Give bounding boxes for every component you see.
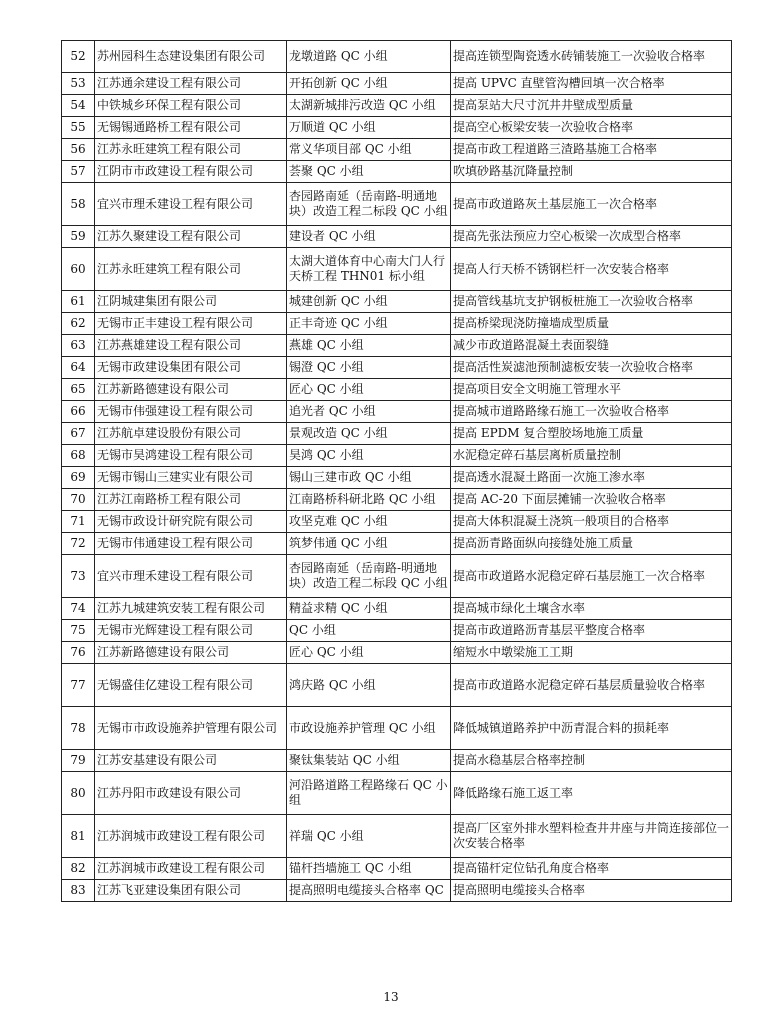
company-name: 江苏润城市政建设工程有限公司 — [95, 815, 287, 858]
company-name: 江苏润城市政建设工程有限公司 — [95, 858, 287, 880]
table-row — [62, 226, 732, 248]
row-number: 54 — [62, 95, 95, 117]
table-row — [62, 95, 732, 117]
project-topic: 提高先张法预应力空心板梁一次成型合格率 — [451, 226, 732, 248]
table-row — [62, 620, 732, 642]
table-row — [62, 41, 732, 73]
qc-group-name: 景观改造 QC 小组 — [287, 423, 451, 445]
row-number: 57 — [62, 161, 95, 183]
project-topic: 提高市政工程道路三渣路基施工合格率 — [451, 139, 732, 161]
qc-group-name: 鸿庆路 QC 小组 — [287, 664, 451, 707]
row-number: 83 — [62, 880, 95, 902]
table-row — [62, 423, 732, 445]
qc-group-name: 匠心 QC 小组 — [287, 642, 451, 664]
company-name: 宜兴市理禾建设工程有限公司 — [95, 555, 287, 598]
table-row — [62, 117, 732, 139]
qc-group-name: 城建创新 QC 小组 — [287, 291, 451, 313]
table-row — [62, 161, 732, 183]
company-name: 苏州园科生态建设集团有限公司 — [95, 41, 287, 73]
project-topic: 提高 AC-20 下面层摊铺一次验收合格率 — [451, 489, 732, 511]
page-number: 13 — [383, 990, 399, 1004]
row-number: 76 — [62, 642, 95, 664]
project-topic: 水泥稳定碎石基层离析质量控制 — [451, 445, 732, 467]
qc-group-name: 锚杆挡墙施工 QC 小组 — [287, 858, 451, 880]
company-name: 无锡市光辉建设工程有限公司 — [95, 620, 287, 642]
project-topic: 降低路缘石施工返工率 — [451, 772, 732, 815]
company-name: 江苏燕雄建设工程有限公司 — [95, 335, 287, 357]
qc-group-name: 提高照明电缆接头合格率 QC — [287, 880, 451, 902]
table-row — [62, 642, 732, 664]
qc-group-name: 攻坚克难 QC 小组 — [287, 511, 451, 533]
table-row — [62, 379, 732, 401]
company-name: 江苏九城建筑安装工程有限公司 — [95, 598, 287, 620]
company-name: 无锡市政建设集团有限公司 — [95, 357, 287, 379]
row-number: 62 — [62, 313, 95, 335]
project-topic: 提高 UPVC 直壁管沟槽回填一次合格率 — [451, 73, 732, 95]
row-number: 58 — [62, 183, 95, 226]
project-topic: 提高照明电缆接头合格率 — [451, 880, 732, 902]
qc-group-name: 锡澄 QC 小组 — [287, 357, 451, 379]
company-name: 无锡市市政设施养护管理有限公司 — [95, 707, 287, 750]
row-number: 72 — [62, 533, 95, 555]
row-number: 60 — [62, 248, 95, 291]
qc-group-name: 江南路桥科研北路 QC 小组 — [287, 489, 451, 511]
qc-group-name: 市政设施养护管理 QC 小组 — [287, 707, 451, 750]
company-name: 无锡市正丰建设工程有限公司 — [95, 313, 287, 335]
project-topic: 提高市政道路水泥稳定碎石基层质量验收合格率 — [451, 664, 732, 707]
table-row — [62, 664, 732, 707]
project-topic: 提高活性炭滤池预制滤板安装一次验收合格率 — [451, 357, 732, 379]
row-number: 80 — [62, 772, 95, 815]
project-topic: 提高城市道路路缘石施工一次验收合格率 — [451, 401, 732, 423]
company-name: 江苏江南路桥工程有限公司 — [95, 489, 287, 511]
table-row — [62, 772, 732, 815]
project-topic: 缩短水中墩梁施工工期 — [451, 642, 732, 664]
row-number: 65 — [62, 379, 95, 401]
project-topic: 提高管线基坑支护钢板桩施工一次验收合格率 — [451, 291, 732, 313]
table-row — [62, 707, 732, 750]
qc-group-name: 筑梦伟通 QC 小组 — [287, 533, 451, 555]
project-topic: 提高人行天桥不锈钢栏杆一次安装合格率 — [451, 248, 732, 291]
table-row — [62, 248, 732, 291]
company-name: 江苏通余建设工程有限公司 — [95, 73, 287, 95]
project-topic: 提高市政道路灰土基层施工一次合格率 — [451, 183, 732, 226]
table-row — [62, 335, 732, 357]
project-topic: 提高厂区室外排水塑料检查井井座与井筒连接部位一次安装合格率 — [451, 815, 732, 858]
row-number: 67 — [62, 423, 95, 445]
company-name: 无锡盛佳亿建设工程有限公司 — [95, 664, 287, 707]
company-name: 中铁城乡环保工程有限公司 — [95, 95, 287, 117]
qc-group-name: 建设者 QC 小组 — [287, 226, 451, 248]
qc-group-name: 荟聚 QC 小组 — [287, 161, 451, 183]
table-row — [62, 489, 732, 511]
qc-group-name: 追光者 QC 小组 — [287, 401, 451, 423]
project-topic: 提高桥梁现浇防撞墙成型质量 — [451, 313, 732, 335]
project-topic: 提高 EPDM 复合塑胶场地施工质量 — [451, 423, 732, 445]
company-name: 无锡市伟通建设工程有限公司 — [95, 533, 287, 555]
row-number: 53 — [62, 73, 95, 95]
qc-group-name: 开拓创新 QC 小组 — [287, 73, 451, 95]
row-number: 66 — [62, 401, 95, 423]
row-number: 69 — [62, 467, 95, 489]
row-number: 77 — [62, 664, 95, 707]
company-name: 江苏丹阳市政建设有限公司 — [95, 772, 287, 815]
row-number: 81 — [62, 815, 95, 858]
qc-group-name: 祥瑞 QC 小组 — [287, 815, 451, 858]
company-name: 江苏新路德建设有限公司 — [95, 379, 287, 401]
table-row — [62, 445, 732, 467]
row-number: 79 — [62, 750, 95, 772]
qc-group-name: 太湖新城排污改造 QC 小组 — [287, 95, 451, 117]
table-row — [62, 183, 732, 226]
qc-group-name: 杏园路南延（岳南路-明通地块）改造工程二标段 QC 小组 — [287, 555, 451, 598]
company-name: 江苏航卓建设股份有限公司 — [95, 423, 287, 445]
award-list-table — [61, 40, 732, 902]
table-row — [62, 815, 732, 858]
qc-group-name: 精益求精 QC 小组 — [287, 598, 451, 620]
project-topic: 提高连锁型陶瓷透水砖铺装施工一次验收合格率 — [451, 41, 732, 73]
row-number: 78 — [62, 707, 95, 750]
project-topic: 提高泵站大尺寸沉井井壁成型质量 — [451, 95, 732, 117]
qc-group-name: 锡山三建市政 QC 小组 — [287, 467, 451, 489]
company-name: 无锡市昊鸿建设工程有限公司 — [95, 445, 287, 467]
company-name: 江苏永旺建筑工程有限公司 — [95, 248, 287, 291]
project-topic: 提高项目安全文明施工管理水平 — [451, 379, 732, 401]
project-topic: 提高空心板梁安装一次验收合格率 — [451, 117, 732, 139]
company-name: 无锡市伟强建设工程有限公司 — [95, 401, 287, 423]
row-number: 71 — [62, 511, 95, 533]
table-row — [62, 533, 732, 555]
table-row — [62, 555, 732, 598]
row-number: 82 — [62, 858, 95, 880]
project-topic: 提高市政道路沥青基层平整度合格率 — [451, 620, 732, 642]
row-number: 63 — [62, 335, 95, 357]
qc-group-name: 昊鸿 QC 小组 — [287, 445, 451, 467]
project-topic: 提高锚杆定位钻孔角度合格率 — [451, 858, 732, 880]
qc-group-name: 河沿路道路工程路缘石 QC 小组 — [287, 772, 451, 815]
company-name: 江苏飞亚建设集团有限公司 — [95, 880, 287, 902]
row-number: 73 — [62, 555, 95, 598]
project-topic: 提高城市绿化土壤含水率 — [451, 598, 732, 620]
row-number: 68 — [62, 445, 95, 467]
table-row — [62, 511, 732, 533]
company-name: 江苏安基建设有限公司 — [95, 750, 287, 772]
table-row — [62, 357, 732, 379]
qc-group-name: 燕雄 QC 小组 — [287, 335, 451, 357]
project-topic: 降低城镇道路养护中沥青混合料的损耗率 — [451, 707, 732, 750]
table-row — [62, 858, 732, 880]
company-name: 宜兴市理禾建设工程有限公司 — [95, 183, 287, 226]
table-row — [62, 73, 732, 95]
qc-group-name: QC 小组 — [287, 620, 451, 642]
qc-group-name: 太湖大道体育中心南大门人行天桥工程 THN01 标小组 — [287, 248, 451, 291]
company-name: 江阴市市政建设工程有限公司 — [95, 161, 287, 183]
table-row — [62, 598, 732, 620]
table-body — [62, 41, 732, 902]
project-topic: 提高大体积混凝土浇筑一般项目的合格率 — [451, 511, 732, 533]
qc-group-name: 常义华项目部 QC 小组 — [287, 139, 451, 161]
table-row — [62, 750, 732, 772]
table-row — [62, 401, 732, 423]
project-topic: 提高沥青路面纵向接缝处施工质量 — [451, 533, 732, 555]
company-name: 江苏永旺建筑工程有限公司 — [95, 139, 287, 161]
row-number: 56 — [62, 139, 95, 161]
row-number: 55 — [62, 117, 95, 139]
qc-group-name: 龙墩道路 QC 小组 — [287, 41, 451, 73]
project-topic: 吹填砂路基沉降量控制 — [451, 161, 732, 183]
row-number: 61 — [62, 291, 95, 313]
table-row — [62, 880, 732, 902]
company-name: 无锡市锡山三建实业有限公司 — [95, 467, 287, 489]
row-number: 70 — [62, 489, 95, 511]
project-topic: 提高市政道路水泥稳定碎石基层施工一次合格率 — [451, 555, 732, 598]
table-row — [62, 291, 732, 313]
qc-group-name: 聚钛集装站 QC 小组 — [287, 750, 451, 772]
qc-group-name: 万顺道 QC 小组 — [287, 117, 451, 139]
table-row — [62, 139, 732, 161]
company-name: 江苏新路德建设有限公司 — [95, 642, 287, 664]
qc-group-name: 匠心 QC 小组 — [287, 379, 451, 401]
qc-group-name: 正丰奇迹 QC 小组 — [287, 313, 451, 335]
project-topic: 提高透水混凝土路面一次施工渗水率 — [451, 467, 732, 489]
row-number: 75 — [62, 620, 95, 642]
table-row — [62, 313, 732, 335]
project-topic: 减少市政道路混凝土表面裂缝 — [451, 335, 732, 357]
company-name: 无锡市政设计研究院有限公司 — [95, 511, 287, 533]
company-name: 江阴城建集团有限公司 — [95, 291, 287, 313]
company-name: 无锡锡通路桥工程有限公司 — [95, 117, 287, 139]
row-number: 52 — [62, 41, 95, 73]
qc-group-name: 杏园路南延（岳南路-明通地块）改造工程二标段 QC 小组 — [287, 183, 451, 226]
row-number: 59 — [62, 226, 95, 248]
project-topic: 提高水稳基层合格率控制 — [451, 750, 732, 772]
company-name: 江苏久聚建设工程有限公司 — [95, 226, 287, 248]
table-row — [62, 467, 732, 489]
row-number: 74 — [62, 598, 95, 620]
row-number: 64 — [62, 357, 95, 379]
